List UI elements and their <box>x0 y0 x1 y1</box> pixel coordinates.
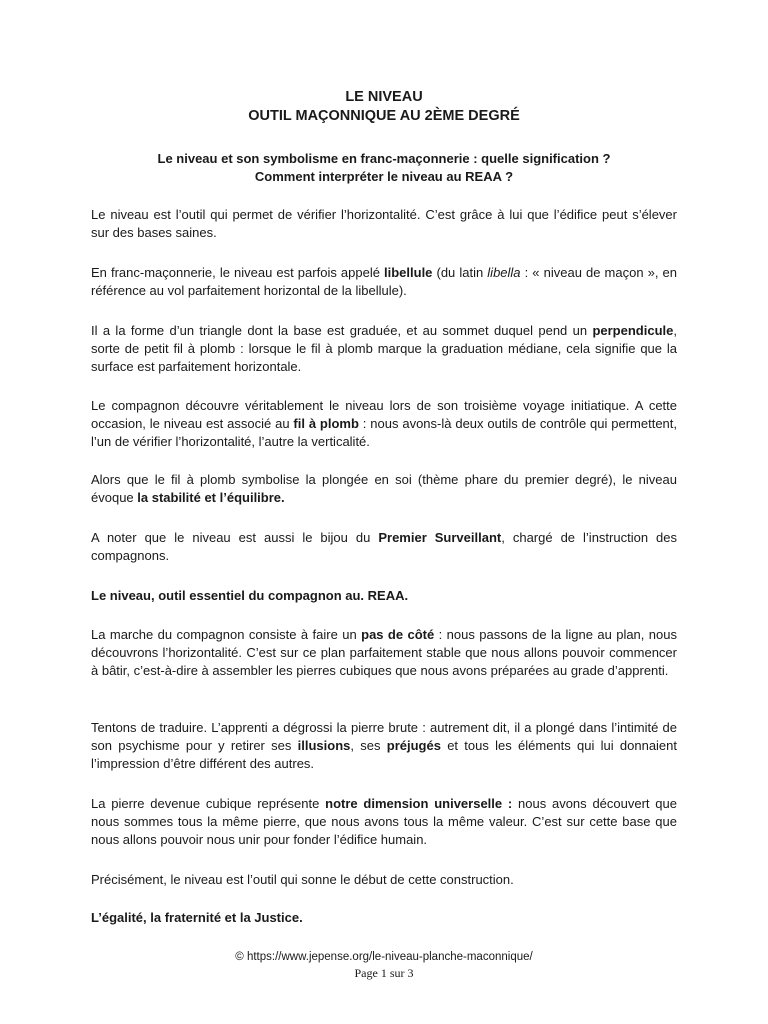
text-run: Le compagnon découvre véritablement le niveau lors de son troisième voyage initiatique. A cette occasion, le niveau est associé au <box>91 398 677 431</box>
paragraph <box>91 322 677 376</box>
text-run: : nous avons-là deux outils de contrôle qui permettent, l’un de vérifier l’horizontalité, l’autre la verticalité. <box>91 416 678 449</box>
paragraph <box>91 206 677 242</box>
text-run: Précisément, le niveau est l’outil qui sonne le début de cette construction. <box>91 872 514 887</box>
text-run: Alors que le fil à plomb symbolise la plongée en soi (thème phare du premier degré), le niveau évoque <box>91 472 677 505</box>
footer-url: © https://www.jepense.org/le-niveau-planche-maconnique/ <box>235 951 533 963</box>
text-run: En franc-maçonnerie, le niveau est parfois appelé <box>91 265 385 280</box>
paragraph <box>91 529 677 565</box>
emphasis-bold: perpendicule <box>592 323 674 338</box>
paragraph <box>91 871 677 889</box>
text-run: , sorte de petit fil à plomb : lorsque le fil à plomb marque la graduation médiane, cela signifie que la surface est parfaitement horizontale. <box>91 323 677 374</box>
emphasis-bold: Premier Surveillant <box>378 530 502 545</box>
document-subtitle <box>0 150 768 186</box>
emphasis-italic: libella <box>487 265 521 280</box>
text-run: , ses <box>350 738 387 753</box>
footer-page-number: Page 1 sur 3 <box>354 966 414 980</box>
paragraph <box>91 626 677 680</box>
title-line-2: OUTIL MAÇONNIQUE AU 2ÈME DEGRÉ <box>248 108 520 124</box>
text-run: Tentons de traduire. L’apprenti a dégrossi la pierre brute : autrement dit, il a plongé dans l’intimité de son psychisme pour y retirer ses <box>91 720 677 753</box>
emphasis-bold: pas de côté <box>361 627 435 642</box>
emphasis-bold: libellule <box>384 265 433 280</box>
text-run: : « niveau de maçon », en référence au vol parfaitement horizontal de la libellule). <box>91 265 677 298</box>
document-title <box>0 88 768 126</box>
paragraph <box>91 719 677 773</box>
emphasis-bold: illusions <box>297 738 351 753</box>
text-run: La marche du compagnon consiste à faire un <box>91 627 362 642</box>
emphasis-bold: Le niveau, outil essentiel du compagnon au. REAA. <box>91 588 409 603</box>
paragraph <box>91 397 677 451</box>
subtitle-line-1: Le niveau et son symbolisme en franc-maçonnerie : quelle signification ? <box>157 151 611 166</box>
text-run: nous avons découvert que nous sommes tous la même pierre, que nous avons tous la même valeur. C’est sur cette base que nous allons pouvoir nous unir pour fonder l’édifice humain. <box>91 796 677 847</box>
paragraph <box>91 795 677 849</box>
text-run: et tous les éléments qui lui donnaient l’impression d’être différent des autres. <box>91 738 678 771</box>
paragraph <box>91 471 677 507</box>
emphasis-bold: notre dimension universelle : <box>325 796 513 811</box>
text-run: La pierre devenue cubique représente <box>91 796 326 811</box>
title-line-1: LE NIVEAU <box>345 89 423 105</box>
text-run: , chargé de l’instruction des compagnons. <box>91 530 678 563</box>
emphasis-bold: L’égalité, la fraternité et la Justice. <box>91 910 303 925</box>
text-run: Il a la forme d’un triangle dont la base est graduée, et au sommet duquel pend un <box>91 323 593 338</box>
text-run: A noter que le niveau est aussi le bijou du <box>91 530 379 545</box>
closing-heading <box>91 909 677 927</box>
emphasis-bold: la stabilité et l’équilibre. <box>137 490 285 505</box>
text-run: Le niveau est l’outil qui permet de vérifier l’horizontalité. C’est grâce à lui que l’édifice peut s’élever sur des bases saines. <box>91 207 677 240</box>
text-run: : nous passons de la ligne au plan, nous découvrons l’horizontalité. C’est sur ce plan parfaitement stable que nous allons pouvoir commencer à bâtir, c’est-à-dire à assembler les pierres cubiques que nous avons préparées au grade d’apprenti. <box>91 627 677 678</box>
emphasis-bold: fil à plomb <box>293 416 359 431</box>
emphasis-bold: préjugés <box>386 738 441 753</box>
subtitle-line-2: Comment interpréter le niveau au REAA ? <box>254 169 514 184</box>
text-run: (du latin <box>432 265 488 280</box>
paragraph <box>91 264 677 300</box>
section-heading <box>91 587 677 605</box>
